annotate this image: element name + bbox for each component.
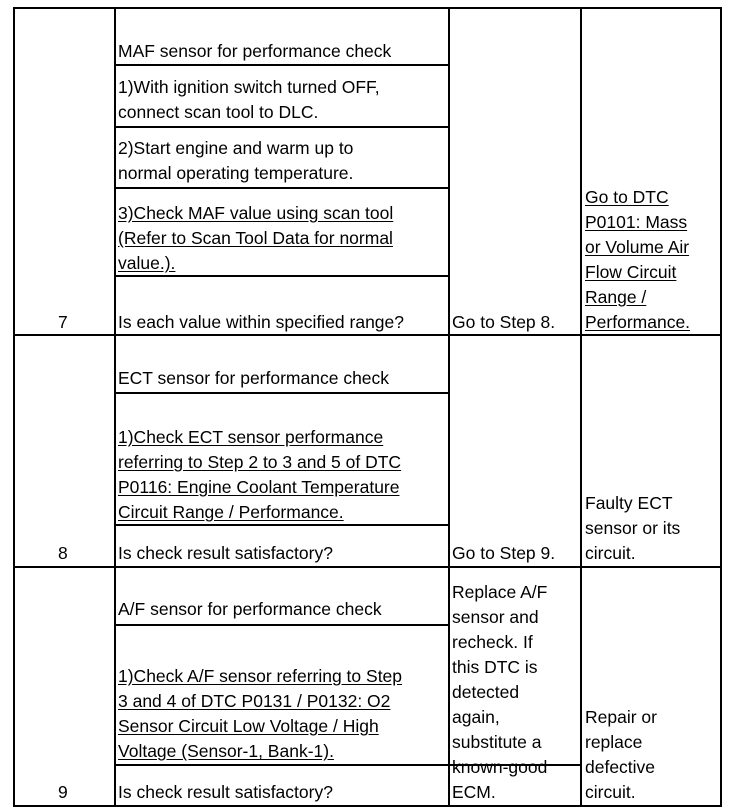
- substep-line: [115, 187, 448, 189]
- no-action-line: circuit.: [585, 782, 636, 802]
- no-action-line: Flow Circuit: [585, 262, 677, 282]
- substep-line: [115, 392, 448, 394]
- check-question: Is check result satisfactory?: [118, 782, 333, 802]
- column-divider-3: [580, 7, 582, 807]
- step-number: 8: [58, 543, 68, 563]
- substep-line-text: 2)Start engine and warm up to: [118, 138, 354, 158]
- no-action-line: Faulty ECT: [585, 493, 673, 513]
- yes-action-line: substitute a: [452, 732, 542, 752]
- column-divider-2: [448, 7, 450, 807]
- check-title: ECT sensor for performance check: [118, 368, 390, 388]
- check-question: Is each value within specified range?: [118, 312, 405, 332]
- substep-line: [115, 624, 448, 626]
- yes-action-line: ECM.: [452, 782, 496, 802]
- substep-line-text: 1)Check ECT sensor performance: [118, 427, 384, 447]
- yes-action-line: this DTC is: [452, 657, 538, 677]
- yes-action-line: detected: [452, 682, 520, 702]
- table-border-bottom: [13, 805, 722, 807]
- no-action-line: circuit.: [585, 543, 636, 563]
- substep-line-text: referring to Step 2 to 3 and 5 of DTC: [118, 452, 402, 472]
- substep-line-text: value.).: [118, 253, 176, 273]
- table-border-right: [720, 7, 722, 807]
- no-action-line: or Volume Air: [585, 237, 690, 257]
- no-action-line: sensor or its: [585, 518, 681, 538]
- yes-action-line: recheck. If: [452, 632, 533, 652]
- yes-action: Go to Step 8.: [452, 312, 556, 332]
- no-action-line: Performance.: [585, 312, 691, 332]
- substep-line-text: Sensor Circuit Low Voltage / High: [118, 716, 379, 736]
- step-number: 7: [58, 312, 68, 332]
- table-border-top: [13, 7, 722, 9]
- no-action-line: P0101: Mass: [585, 212, 688, 232]
- substep-line-text: (Refer to Scan Tool Data for normal: [118, 228, 393, 248]
- yes-action-line: Replace A/F: [452, 582, 548, 602]
- check-title: MAF sensor for performance check: [118, 41, 392, 61]
- no-action-line: Repair or: [585, 707, 657, 727]
- substep-line: [115, 64, 448, 66]
- substep-line: [115, 126, 448, 128]
- substep-line-text: Voltage (Sensor-1, Bank-1).: [118, 741, 334, 761]
- substep-line: [115, 764, 448, 766]
- table-border-left: [13, 7, 15, 807]
- substep-line-text: 1)With ignition switch turned OFF,: [118, 77, 380, 97]
- no-action-line: Go to DTC: [585, 187, 669, 207]
- yes-action-line: known-good: [452, 757, 548, 777]
- substep-line-text: normal operating temperature.: [118, 163, 354, 183]
- substep-line-text: 3)Check MAF value using scan tool: [118, 203, 394, 223]
- check-question: Is check result satisfactory?: [118, 543, 333, 563]
- yes-action-line: sensor and: [452, 607, 539, 627]
- yes-action-line: again,: [452, 707, 500, 727]
- substep-line-text: 1)Check A/F sensor referring to Step: [118, 666, 403, 686]
- substep-line-text: connect scan tool to DLC.: [118, 102, 319, 122]
- no-action-line: replace: [585, 732, 643, 752]
- check-title: A/F sensor for performance check: [118, 599, 382, 619]
- no-action-line: Range /: [585, 287, 647, 307]
- step-number: 9: [58, 782, 68, 802]
- substep-line-text: 3 and 4 of DTC P0131 / P0132: O2: [118, 691, 391, 711]
- no-action-line: defective: [585, 757, 656, 777]
- substep-line-text: Circuit Range / Performance.: [118, 502, 344, 522]
- yes-action: Go to Step 9.: [452, 543, 556, 563]
- substep-line-text: P0116: Engine Coolant Temperature: [118, 477, 400, 497]
- row-divider-8-9: [13, 566, 722, 568]
